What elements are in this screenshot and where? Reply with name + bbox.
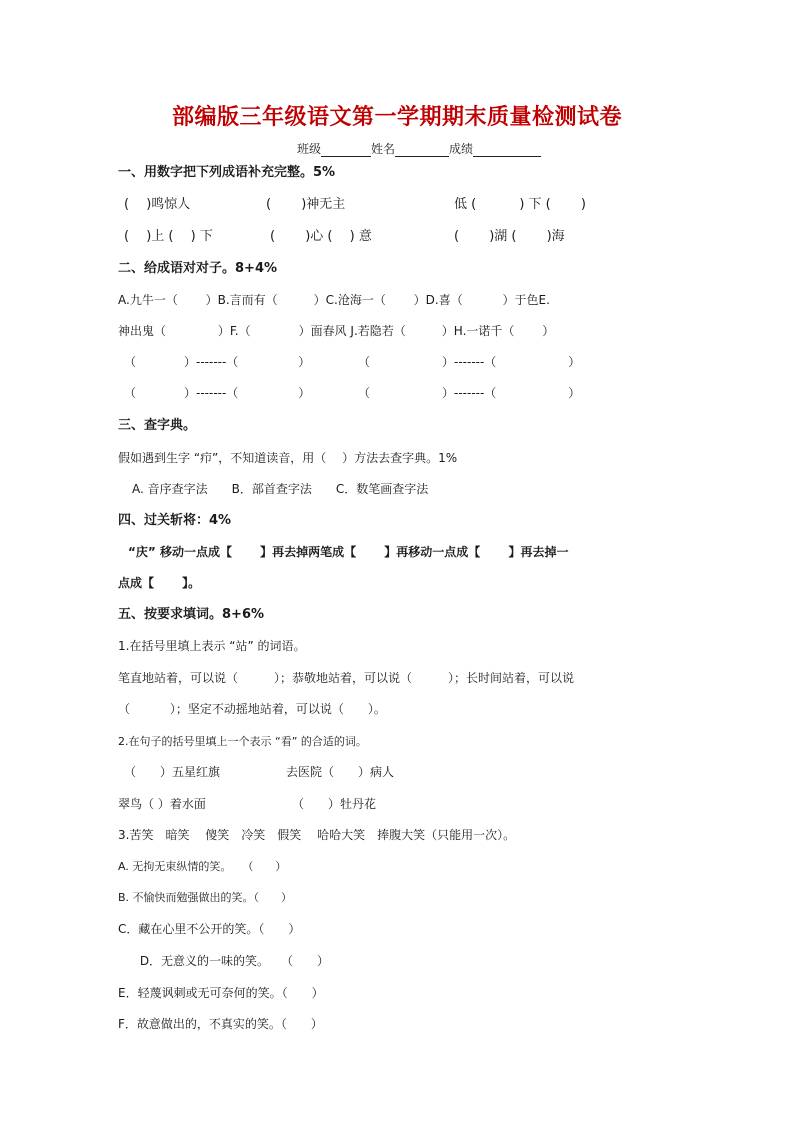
s5-q3-item-a: A. 无拘无束纵情的笑。 （ ） bbox=[118, 860, 287, 873]
s5-q2-title: 2.在句子的括号里填上一个表示 “看” 的合适的词。 bbox=[118, 735, 367, 748]
name-label: 姓名 bbox=[371, 142, 396, 156]
s2-pair-row bbox=[118, 383, 678, 403]
s3-options: A. 音序查字法 B．部首查字法 C．数笔画查字法 bbox=[132, 482, 429, 496]
s3-question: 假如遇到生字 “疖”，不知道读音，用（ ）方法去查字典。1% bbox=[118, 451, 458, 465]
section-4-heading: 四、过关斩将：4% bbox=[118, 513, 232, 528]
section-2-heading: 二、给成语对对子。8+4% bbox=[118, 261, 278, 276]
class-blank[interactable] bbox=[321, 143, 371, 157]
name-blank[interactable] bbox=[395, 143, 449, 157]
s2-pair: （ ）-------（ ） bbox=[358, 355, 581, 369]
s1-item: ( )鸣惊人 bbox=[124, 197, 191, 212]
s2-idioms-line-1: A.九牛一（ ）B.言而有（ ）C.沧海一（ ）D.喜（ ）于色E. bbox=[118, 293, 550, 307]
s1-row-1 bbox=[118, 195, 678, 215]
s1-row-2 bbox=[118, 227, 678, 247]
class-label: 班级 bbox=[297, 142, 322, 156]
score-label: 成绩 bbox=[449, 142, 474, 156]
s5-q1-line-2: （ ）；坚定不动摇地站着，可以说（ ）。 bbox=[118, 702, 386, 716]
s1-item: ( )湖 ( )海 bbox=[454, 229, 565, 244]
s2-pair: （ ）-------（ ） bbox=[124, 355, 311, 369]
s5-q3-item-d: D．无意义的一味的笑。 （ ） bbox=[124, 954, 330, 968]
s5-q3-item-e: E．轻蔑讽刺或无可奈何的笑。（ ） bbox=[118, 986, 324, 1000]
score-blank[interactable] bbox=[473, 143, 541, 157]
s5-q2-item: 去医院（ ）病人 bbox=[286, 765, 395, 779]
s5-q2-row-1 bbox=[118, 762, 678, 782]
s1-item: ( )心 ( ) 意 bbox=[270, 229, 372, 244]
s5-q2-item: 翠鸟（ ）着水面 bbox=[118, 797, 206, 811]
s2-pair: （ ）-------（ ） bbox=[124, 386, 311, 400]
s5-q1-line-1: 笔直地站着，可以说（ ）；恭敬地站着，可以说（ ）；长时间站着，可以说 bbox=[118, 671, 575, 685]
s2-pair: （ ）-------（ ） bbox=[358, 386, 581, 400]
s1-item: ( )神无主 bbox=[266, 197, 346, 212]
s5-q2-item: （ ）牡丹花 bbox=[292, 797, 377, 811]
s1-item: ( )上 ( ) 下 bbox=[124, 229, 213, 244]
s5-q1-title: 1.在括号里填上表示 “站” 的词语。 bbox=[118, 639, 306, 653]
s5-q3-item-c: C．藏在心里不公开的笑。（ ） bbox=[118, 922, 301, 936]
s4-line-1: “庆” 移动一点成【 】再去掉两笔成【 】再移动一点成【 】再去掉一 bbox=[128, 545, 569, 559]
exam-title: 部编版三年级语文第一学期期末质量检测试卷 bbox=[171, 104, 622, 130]
s2-pair-row bbox=[118, 352, 678, 372]
s2-idioms-line-2: 神出鬼（ ）F.（ ）面春风 J.若隐若（ ）H.一诺千（ ） bbox=[118, 324, 555, 338]
s4-line-2: 点成【 】。 bbox=[118, 576, 201, 590]
section-1-heading: 一、用数字把下列成语补充完整。5% bbox=[118, 165, 336, 180]
s5-q2-item: （ ）五星红旗 bbox=[124, 765, 221, 779]
section-3-heading: 三、查字典。 bbox=[118, 418, 197, 433]
s5-q3-item-b: B. 不愉快而勉强做出的笑。（ ） bbox=[118, 891, 293, 904]
s1-item: 低 ( ) 下 ( ) bbox=[454, 197, 586, 212]
s5-q3-title: 3.苦笑 暗笑 傻笑 冷笑 假笑 哈哈大笑 捧腹大笑（只能用一次）。 bbox=[118, 828, 516, 842]
s5-q3-item-f: F．故意做出的，不真实的笑。（ ） bbox=[118, 1017, 323, 1031]
section-5-heading: 五、按要求填词。8+6% bbox=[118, 607, 265, 622]
s5-q2-row-2 bbox=[118, 794, 678, 814]
